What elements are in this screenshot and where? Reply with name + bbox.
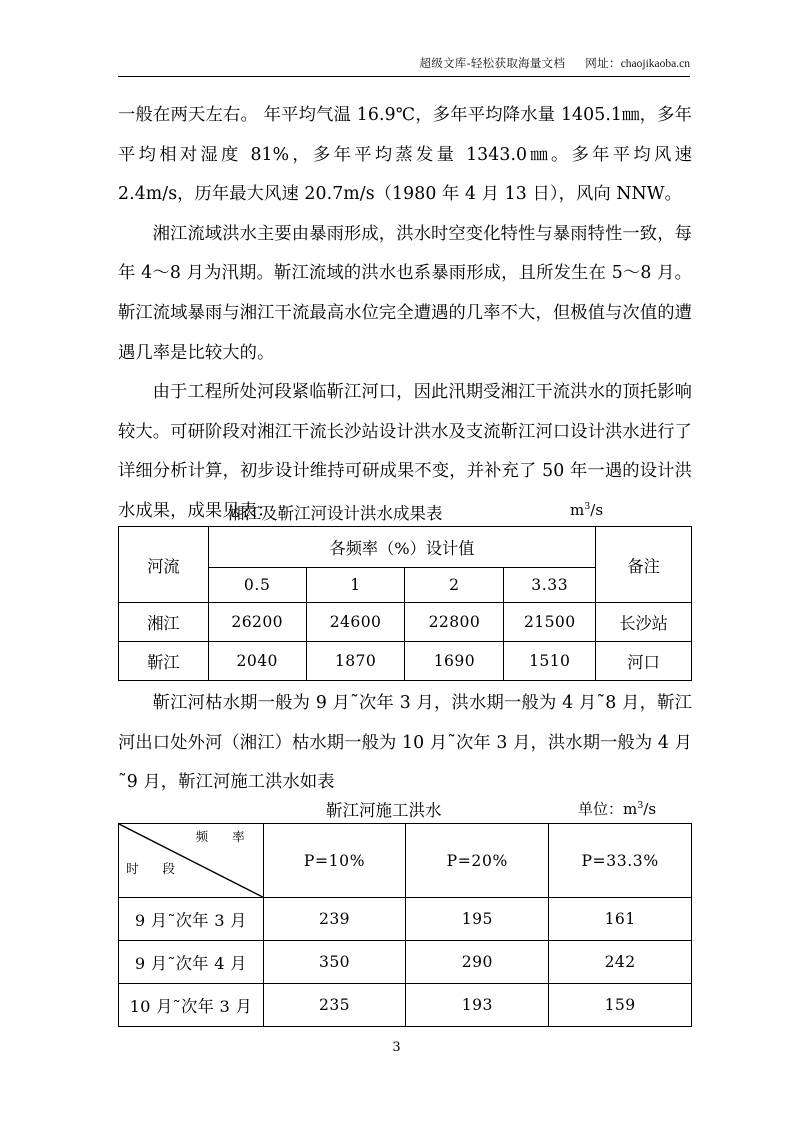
table1-row1-river: 靳江 xyxy=(119,642,209,681)
table2-unit-label: 单位： xyxy=(578,800,624,818)
table1-row0-value-1: 24600 xyxy=(306,603,405,642)
table2-row1-value-2: 242 xyxy=(549,941,692,984)
paragraph-dry-flood-season: 靳江河枯水期一般为 9 月˜次年 3 月，洪水期一般为 4 月˜8 月，靳江河出口处外河（湘江）枯水期一般为 10 月˜次年 3 月，洪水期一般为 4 月˜9 月，靳江河施工洪水如表 xyxy=(118,693,692,793)
header-url-label: 网址： xyxy=(585,56,621,70)
table-row xyxy=(119,941,692,984)
page-running-header xyxy=(118,55,690,71)
table1-unit-tail: /s xyxy=(590,501,604,519)
table1-row0-value-3: 21500 xyxy=(504,603,596,642)
table-row xyxy=(119,527,692,568)
design-flood-results-table xyxy=(118,526,692,681)
paragraph-climate: 一般在两天左右。 年平均气温 16.9℃，多年平均降水量 1405.1㎜，多年平均相对湿度 81%，多年平均蒸发量 1343.0㎜。多年平均风速 2.4m/s，历年最大风速 20.7m/s（1980 年 4 月 13 日），风向 NNW。 xyxy=(118,105,692,205)
table1-header-river: 河流 xyxy=(119,527,209,603)
table1-frequency-3: 3.33 xyxy=(504,568,596,603)
table2-frequency-axis-label: 频 率 xyxy=(195,829,255,844)
table1-row1-value-2: 1690 xyxy=(405,642,504,681)
table2-block xyxy=(118,797,692,1016)
table2-caption-title: 靳江河施工洪水 xyxy=(326,801,442,820)
table2-column-1: P=20% xyxy=(406,824,549,898)
table2-row0-period: 9 月˜次年 3 月 xyxy=(119,898,264,941)
table1-row1-value-0: 2040 xyxy=(208,642,306,681)
header-divider-rule xyxy=(118,76,690,77)
table2-row2-value-0: 235 xyxy=(263,984,406,1027)
table2-column-2: P=33.3% xyxy=(549,824,692,898)
table2-unit-exponent: 3 xyxy=(637,800,644,811)
table1-frequency-0: 0.5 xyxy=(208,568,306,603)
table1-caption-unit xyxy=(570,501,603,519)
table2-row2-period: 10 月˜次年 3 月 xyxy=(119,984,264,1027)
table-row xyxy=(119,642,692,681)
table2-row0-value-0: 239 xyxy=(263,898,406,941)
table-row xyxy=(119,898,692,941)
table1-row1-value-1: 1870 xyxy=(306,642,405,681)
table2-period-axis-label: 时 段 xyxy=(126,861,185,876)
diagonal-header-wrapper xyxy=(119,824,263,897)
document-body-continued xyxy=(118,684,692,803)
table1-unit-exponent: 3 xyxy=(584,501,591,512)
table2-caption-unit xyxy=(578,798,656,819)
table1-header-frequency-group: 各频率（%）设计值 xyxy=(208,527,595,568)
table2-row1-value-0: 350 xyxy=(263,941,406,984)
table2-column-0: P=10% xyxy=(263,824,406,898)
table1-header-remark: 备注 xyxy=(596,527,692,603)
table2-caption xyxy=(118,797,692,825)
table2-diagonal-header-cell xyxy=(119,824,264,898)
table1-caption xyxy=(118,500,692,528)
table1-row1-remark: 河口 xyxy=(596,642,692,681)
table1-row0-river: 湘江 xyxy=(119,603,209,642)
table1-row1-value-3: 1510 xyxy=(504,642,596,681)
table-row xyxy=(119,984,692,1027)
header-site-title: 超级文库-轻松获取海量文档 xyxy=(419,56,566,70)
table2-row0-value-2: 161 xyxy=(549,898,692,941)
page-number: 3 xyxy=(392,1040,401,1055)
paragraph-design-flood: 由于工程所处河段紧临靳江河口，因此汛期受湘江干流洪水的顶托影响较大。可研阶段对湘江干流长沙站设计洪水及支流靳江河口设计洪水进行了详细分析计算，初步设计维持可研成果不变，并补充了 50 年一遇的设计洪水成果，成果见表： xyxy=(118,382,692,521)
construction-flood-table xyxy=(118,823,692,1027)
table2-row2-value-2: 159 xyxy=(549,984,692,1027)
table2-unit-base: m xyxy=(623,800,638,818)
table1-row0-value-2: 22800 xyxy=(405,603,504,642)
table2-unit-tail: /s xyxy=(643,800,657,818)
table-row xyxy=(119,824,692,898)
table1-unit-base: m xyxy=(570,501,585,519)
table1-frequency-2: 2 xyxy=(405,568,504,603)
table1-frequency-1: 1 xyxy=(306,568,405,603)
table1-row0-remark: 长沙站 xyxy=(596,603,692,642)
table2-row0-value-1: 195 xyxy=(406,898,549,941)
table1-row0-value-0: 26200 xyxy=(208,603,306,642)
table2-row1-period: 9 月˜次年 4 月 xyxy=(119,941,264,984)
table2-row2-value-1: 193 xyxy=(406,984,549,1027)
header-url: chaojikaoba.cn xyxy=(620,58,690,70)
paragraph-xiangjiang-flood: 湘江流域洪水主要由暴雨形成，洪水时空变化特性与暴雨特性一致，每年 4～8 月为汛期。靳江流域的洪水也系暴雨形成，且所发生在 5～8 月。靳江流域暴雨与湘江干流最高水位完全遭遇的几率不大，但极值与次值的遭遇几率是比较大的。 xyxy=(118,223,692,363)
document-body xyxy=(118,96,692,532)
table1-block xyxy=(118,500,692,672)
table1-caption-title: 湘江及靳江河设计洪水成果表 xyxy=(228,504,443,523)
table-row xyxy=(119,603,692,642)
table2-row1-value-1: 290 xyxy=(406,941,549,984)
